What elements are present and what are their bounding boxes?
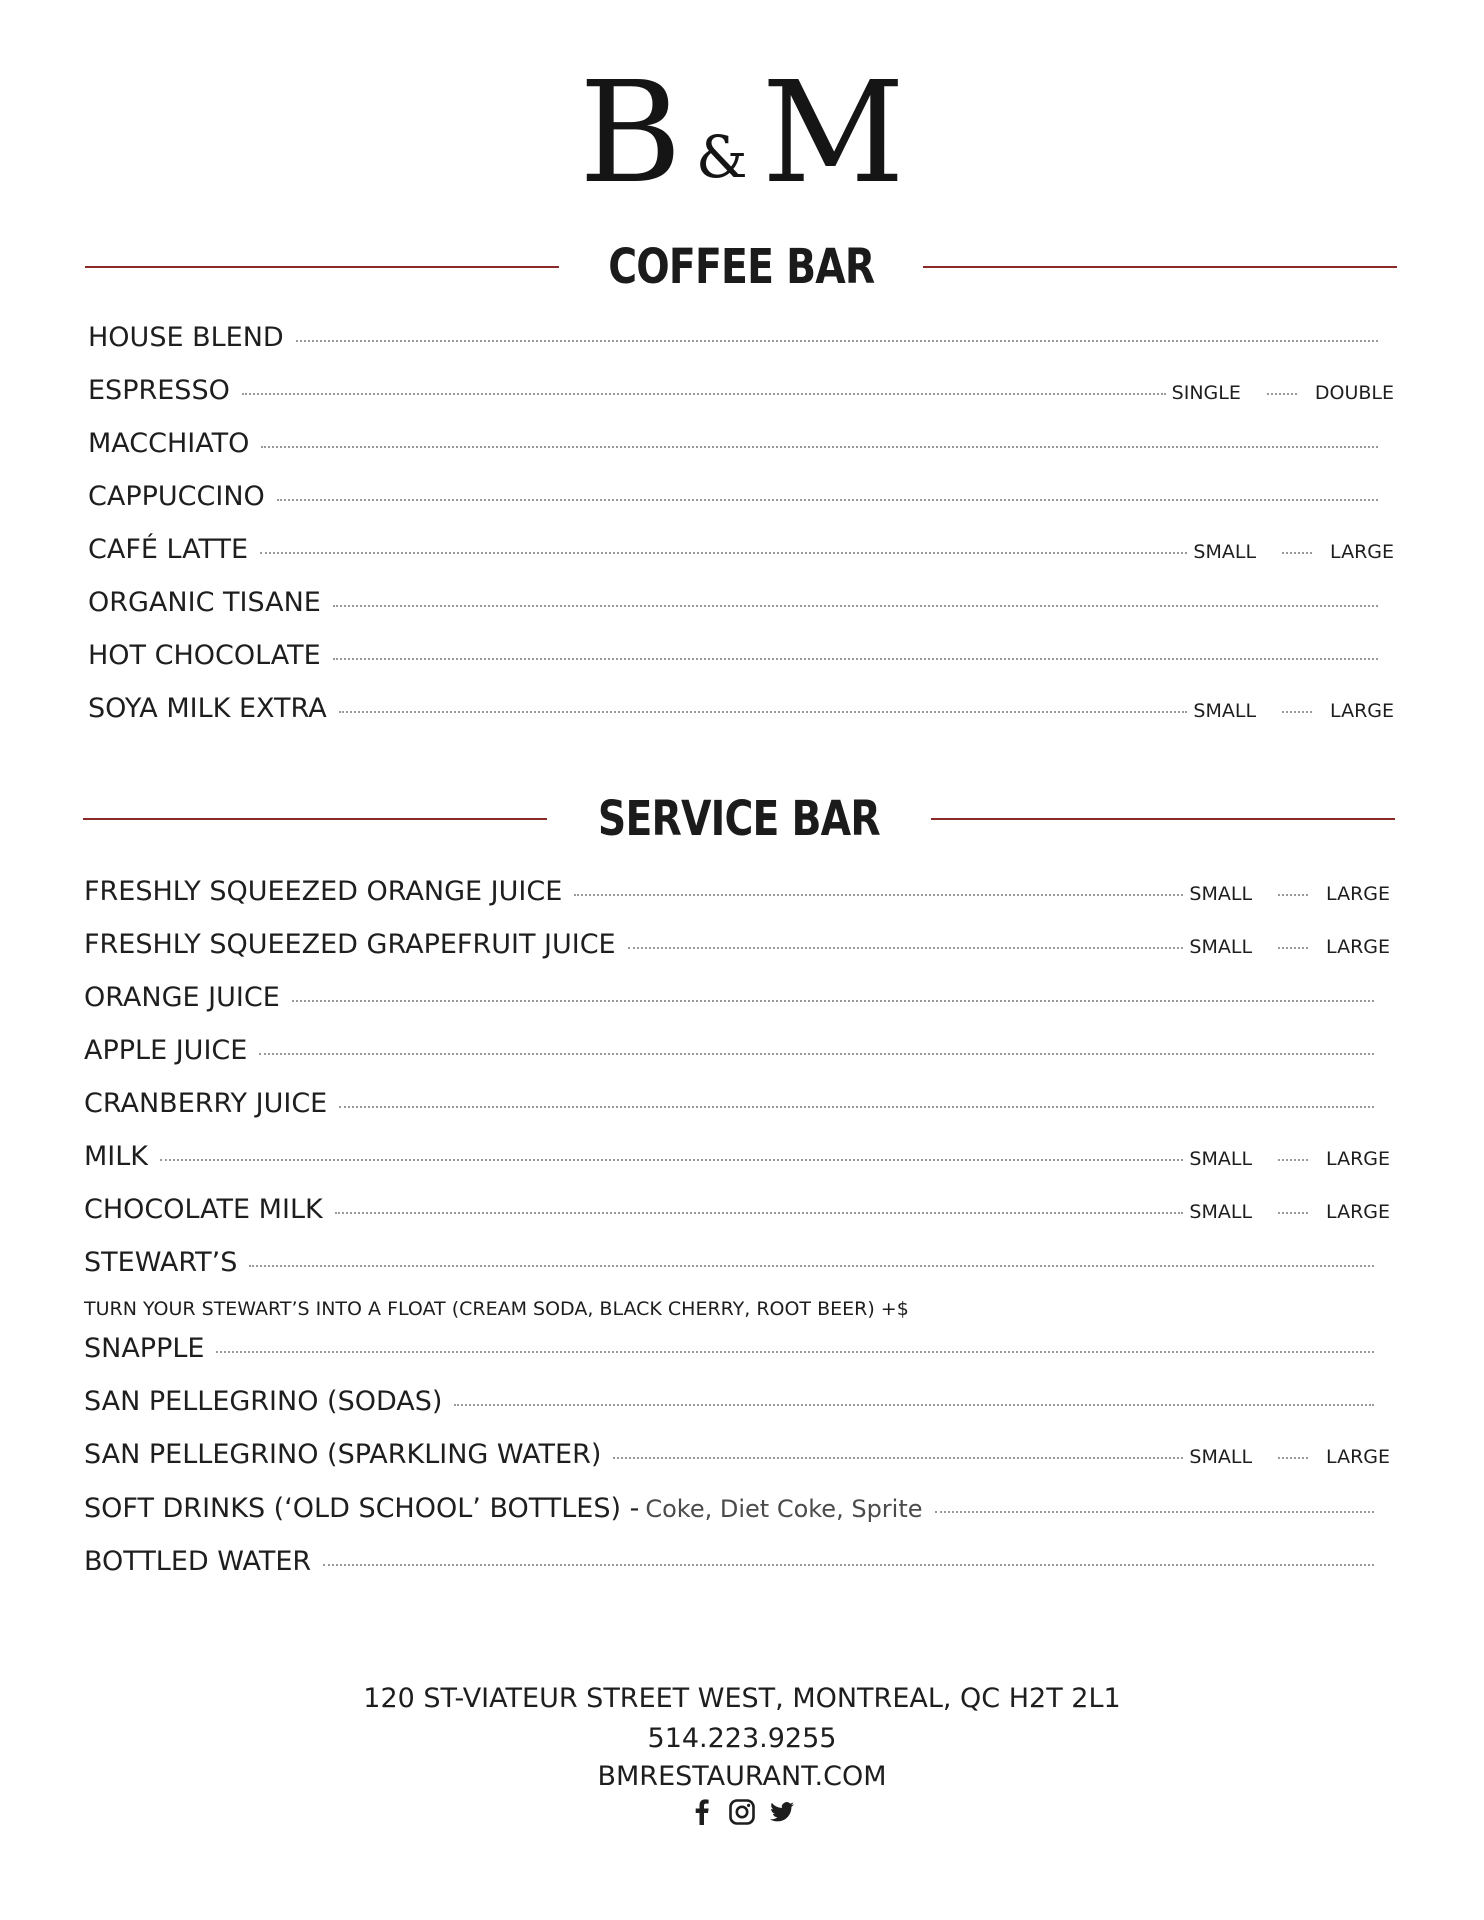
- social-links: [0, 1798, 1484, 1826]
- section-title: COFFEE BAR: [607, 239, 875, 295]
- size-label: SMALL: [1189, 1201, 1253, 1223]
- divider-rule-right: [931, 818, 1395, 820]
- dot-leader: [292, 1000, 1374, 1002]
- menu-item-row: [88, 375, 1394, 415]
- size-label: LARGE: [1326, 936, 1390, 958]
- dot-leader: [613, 1457, 1183, 1459]
- menu-item-name: ORANGE JUICE: [84, 982, 280, 1013]
- size-label: SMALL: [1189, 1446, 1253, 1468]
- dot-leader: [333, 605, 1378, 607]
- menu-item-row: [88, 481, 1384, 521]
- menu-item-row: [88, 534, 1394, 574]
- menu-item-row: [84, 1493, 1380, 1533]
- dot-leader: [454, 1404, 1374, 1406]
- divider-rule-left: [85, 266, 559, 268]
- dot-leader: [216, 1351, 1374, 1353]
- dot-leader: [260, 552, 1187, 554]
- size-label: SMALL: [1193, 700, 1257, 722]
- dot-leader: [1278, 894, 1308, 896]
- menu-item-name: ESPRESSO: [88, 375, 230, 406]
- dot-leader: [277, 499, 1378, 501]
- menu-item-name: CRANBERRY JUICE: [84, 1088, 328, 1119]
- menu-item-name: BOTTLED WATER: [84, 1546, 312, 1577]
- dot-leader: [1278, 1159, 1308, 1161]
- facebook-icon[interactable]: [688, 1798, 716, 1826]
- menu-item-name: MILK: [84, 1141, 149, 1172]
- size-label: LARGE: [1326, 1148, 1390, 1170]
- size-label: DOUBLE: [1314, 382, 1394, 404]
- dot-leader: [335, 1212, 1184, 1214]
- stewarts-float-note: TURN YOUR STEWART’S INTO A FLOAT (CREAM SODA, BLACK CHERRY, ROOT BEER) +$: [84, 1298, 909, 1320]
- menu-item-name: FRESHLY SQUEEZED GRAPEFRUIT JUICE: [84, 929, 616, 960]
- dot-leader: [249, 1265, 1374, 1267]
- menu-item-row: [88, 587, 1384, 627]
- menu-item-row: [84, 1333, 1380, 1373]
- menu-item-name: FRESHLY SQUEEZED ORANGE JUICE: [84, 876, 563, 907]
- size-label: LARGE: [1330, 700, 1394, 722]
- size-label: SMALL: [1189, 936, 1253, 958]
- menu-item-row: [88, 428, 1384, 468]
- size-label: SINGLE: [1171, 382, 1241, 404]
- menu-item-name: CAPPUCCINO: [88, 481, 265, 512]
- dot-leader: [574, 894, 1183, 896]
- menu-item-row: [84, 1035, 1380, 1075]
- menu-item-row: [88, 322, 1384, 362]
- footer-website[interactable]: BMRESTAURANT.COM: [597, 1761, 887, 1792]
- dot-leader: [628, 947, 1184, 949]
- dot-leader: [323, 1564, 1374, 1566]
- dot-leader: [160, 1159, 1183, 1161]
- section-title: SERVICE BAR: [598, 791, 880, 847]
- footer-address: 120 ST-VIATEUR STREET WEST, MONTREAL, QC H2T 2L1: [363, 1683, 1121, 1714]
- dot-leader: [1282, 711, 1312, 713]
- menu-item-name: HOT CHOCOLATE: [88, 640, 321, 671]
- divider-rule-right: [923, 266, 1397, 268]
- dot-leader: [1267, 393, 1297, 395]
- twitter-icon[interactable]: [768, 1798, 796, 1826]
- menu-item-row: [84, 876, 1390, 916]
- menu-item-name: SOFT DRINKS (‘OLD SCHOOL’ BOTTLES) -: [84, 1493, 640, 1524]
- menu-item-name: APPLE JUICE: [84, 1035, 248, 1066]
- menu-item-row: [84, 1088, 1380, 1128]
- dot-leader: [259, 1053, 1374, 1055]
- menu-item-name: SOYA MILK EXTRA: [88, 693, 327, 724]
- dot-leader: [242, 393, 1166, 395]
- divider-rule-left: [83, 818, 547, 820]
- menu-item-row: [84, 1439, 1390, 1479]
- logo-letter-m: M: [761, 52, 905, 215]
- size-label: LARGE: [1330, 541, 1394, 563]
- coffee-bar-header: [85, 232, 1397, 302]
- footer-phone[interactable]: 514.223.9255: [647, 1723, 837, 1754]
- menu-item-row: [84, 982, 1380, 1022]
- menu-item-row: [88, 693, 1394, 733]
- menu-item-name: STEWART’S: [84, 1247, 238, 1278]
- size-label: SMALL: [1189, 1148, 1253, 1170]
- logo: [0, 52, 1484, 215]
- menu-item-row: [84, 1141, 1390, 1181]
- menu-item-name: SNAPPLE: [84, 1333, 205, 1364]
- menu-item-name: HOUSE BLEND: [88, 322, 284, 353]
- menu-item-row: [84, 1386, 1380, 1426]
- dot-leader: [935, 1511, 1374, 1513]
- instagram-icon[interactable]: [728, 1798, 756, 1826]
- size-label: SMALL: [1193, 541, 1257, 563]
- dot-leader: [339, 1106, 1374, 1108]
- dot-leader: [261, 446, 1378, 448]
- dot-leader: [296, 340, 1378, 342]
- menu-item-name: CAFÉ LATTE: [88, 534, 249, 565]
- size-label: LARGE: [1326, 883, 1390, 905]
- menu-item-name: ORGANIC TISANE: [88, 587, 321, 618]
- dot-leader: [1278, 1212, 1308, 1214]
- size-label: LARGE: [1326, 1446, 1390, 1468]
- dot-leader: [1278, 1457, 1308, 1459]
- menu-item-name: MACCHIATO: [88, 428, 250, 459]
- dot-leader: [1278, 947, 1308, 949]
- menu-item-row: [84, 1194, 1390, 1234]
- menu-item-name: CHOCOLATE MILK: [84, 1194, 323, 1225]
- size-label: SMALL: [1189, 883, 1253, 905]
- menu-item-detail: Coke, Diet Coke, Sprite: [645, 1495, 923, 1523]
- menu-item-row: [84, 1247, 1380, 1287]
- menu-item-name: SAN PELLEGRINO (SPARKLING WATER): [84, 1439, 602, 1470]
- logo-letter-b: B: [579, 52, 682, 215]
- menu-item-row: [84, 929, 1390, 969]
- menu-item-row: [88, 640, 1384, 680]
- service-bar-header: [83, 784, 1395, 854]
- dot-leader: [339, 711, 1188, 713]
- menu-item-name: SAN PELLEGRINO (SODAS): [84, 1386, 443, 1417]
- logo-ampersand: &: [695, 123, 748, 191]
- dot-leader: [1282, 552, 1312, 554]
- dot-leader: [333, 658, 1378, 660]
- menu-item-row: [84, 1546, 1380, 1586]
- size-label: LARGE: [1326, 1201, 1390, 1223]
